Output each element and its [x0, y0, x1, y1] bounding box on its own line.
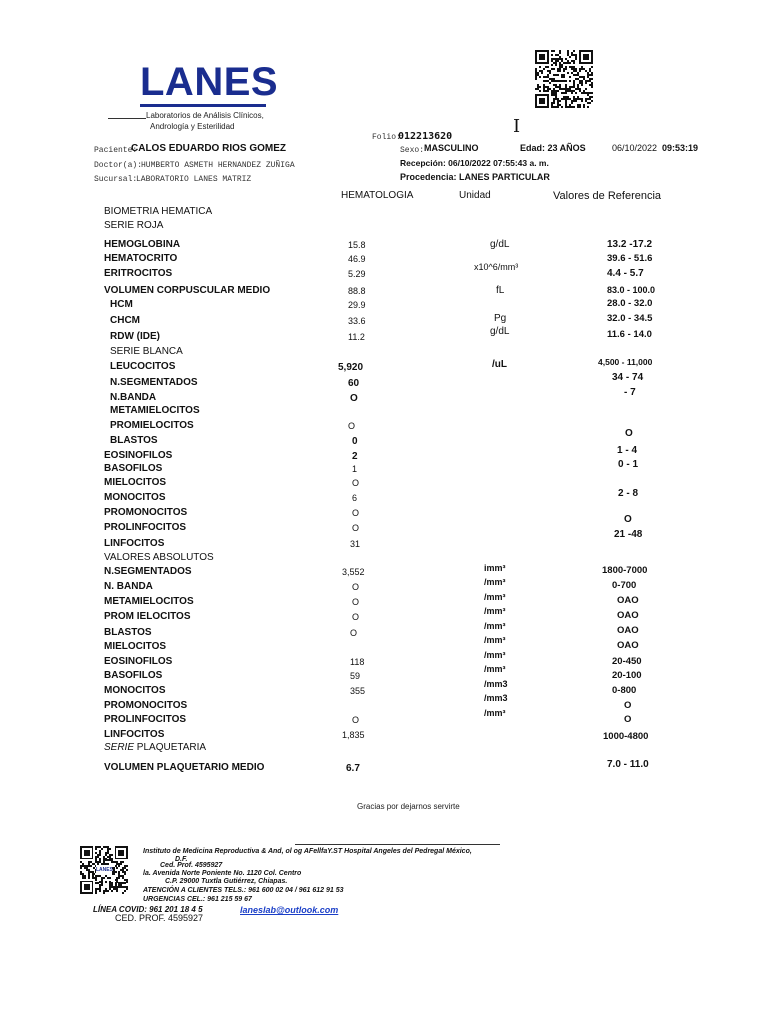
ref-basofilos: 0 - 1: [618, 459, 639, 470]
qr-module: [565, 92, 567, 94]
absolute-unit: /mm³: [484, 606, 506, 616]
test-value: 1,835: [342, 730, 365, 740]
test-value: 46.9: [348, 254, 366, 264]
qr-module: [115, 871, 117, 873]
unit-gdl: g/dL: [490, 239, 510, 250]
qr-module: [105, 881, 107, 883]
qr-finder: [539, 98, 545, 104]
patient-label: Paciente:: [94, 146, 138, 155]
absolute-reference: OAO: [617, 610, 639, 621]
qr-module: [573, 50, 575, 52]
qr-finder: [583, 54, 589, 60]
section-valores-absolutos: VALORES ABSOLUTOS: [104, 552, 214, 563]
test-name: BASOFILOS: [104, 463, 163, 474]
qr-module: [551, 64, 553, 66]
section-serie-plaquetaria: [104, 742, 206, 753]
qr-module: [557, 74, 559, 76]
absolute-unit: /mm3: [484, 679, 508, 689]
ref-eosinofilos: 1 - 4: [617, 445, 638, 456]
test-name: PROLINFOCITOS: [104, 522, 187, 533]
qr-module: [118, 865, 120, 867]
unit-fl: fL: [496, 285, 505, 296]
ref-blastos: O: [625, 428, 633, 439]
test-value: 59: [350, 671, 361, 681]
test-value: O: [352, 597, 360, 607]
qr-module: [573, 62, 575, 64]
footer-qr-code-icon: [80, 846, 128, 894]
section-biometria: BIOMETRIA HEMATICA: [104, 206, 213, 217]
test-name: N.SEGMENTADOS: [110, 377, 198, 388]
qr-module: [569, 76, 571, 78]
qr-module: [565, 68, 567, 70]
test-name: MIELOCITOS: [104, 641, 167, 652]
qr-module: [126, 881, 128, 883]
test-name: RDW (IDE): [110, 331, 160, 342]
qr-module: [126, 869, 128, 871]
qr-module: [585, 88, 587, 90]
ref-eritrocitos: 4.4 - 5.7: [607, 268, 644, 279]
tagline-line-2: Andrología y Esterilidad: [150, 122, 235, 131]
ref-monocitos: 2 - 8: [618, 488, 639, 499]
qr-module: [571, 92, 573, 94]
branch-name: LABORATORIO LANES MATRIZ: [136, 175, 252, 184]
qr-module: [559, 52, 561, 54]
qr-module: [549, 72, 551, 74]
qr-module: [569, 80, 571, 82]
qr-module: [571, 102, 573, 104]
test-value: O: [352, 715, 360, 725]
footer-covid: LÍNEA COVID: 961 201 18 4 5: [93, 905, 203, 914]
qr-module: [116, 890, 118, 892]
absolute-unit: /mm³: [484, 664, 506, 674]
test-name: PROMIELOCITOS: [110, 420, 194, 431]
qr-module: [535, 78, 537, 80]
qr-module: [591, 74, 593, 76]
qr-module: [561, 106, 563, 108]
test-value: 3,552: [342, 567, 365, 577]
test-value: 1: [352, 464, 358, 474]
ref-banda: - 7: [624, 387, 636, 398]
test-value: 2: [352, 451, 358, 462]
ref-leucocitos: 4,500 - 11,000: [598, 357, 653, 367]
footer-email-link[interactable]: laneslab@outlook.com: [240, 905, 339, 915]
qr-module: [122, 861, 124, 863]
qr-module: [539, 76, 541, 78]
qr-module: [591, 96, 593, 98]
qr-module: [579, 70, 581, 72]
qr-module: [90, 865, 92, 867]
qr-module: [101, 884, 103, 886]
qr-module: [553, 50, 555, 52]
test-name: N.SEGMENTADOS: [104, 566, 192, 577]
test-value: 6.7: [346, 763, 360, 774]
tagline-line-1: Laboratorios de Análisis Clínicos,: [146, 111, 264, 120]
absolute-reference: O: [624, 714, 632, 725]
absolute-reference: 1800-7000: [602, 565, 648, 576]
qr-module: [587, 106, 589, 108]
qr-module: [103, 892, 105, 894]
qr-finder: [84, 884, 90, 890]
qr-module: [591, 86, 593, 88]
age-value: Edad: 23 AÑOS: [520, 143, 586, 153]
qr-module: [573, 106, 575, 108]
absolute-unit: /mm³: [484, 577, 506, 587]
absolute-reference: O: [624, 700, 632, 711]
test-name: MONOCITOS: [104, 685, 166, 696]
test-value: 118: [350, 657, 365, 667]
qr-module: [539, 66, 541, 68]
ref-linfocitos: 21 -48: [614, 529, 643, 540]
column-hematologia: HEMATOLOGIA: [341, 190, 414, 201]
qr-module: [95, 848, 97, 850]
qr-module: [553, 68, 555, 70]
footer-ced-1: Ced. Prof. 4595927: [160, 862, 223, 869]
test-name: VOLUMEN CORPUSCULAR MEDIO: [104, 285, 271, 296]
folio-label: Folio:: [372, 133, 401, 142]
absolute-unit: /mm³: [484, 592, 506, 602]
branch-label: Sucursal:: [94, 175, 138, 184]
qr-module: [126, 865, 128, 867]
qr-module: [99, 854, 101, 856]
qr-module: [583, 106, 585, 108]
footer-ced-2: CED. PROF. 4595927: [115, 913, 204, 923]
test-value: O: [352, 612, 360, 622]
qr-module: [581, 100, 583, 102]
test-value: 6: [352, 493, 358, 503]
test-name: EOSINOFILOS: [104, 656, 173, 667]
qr-module: [122, 892, 124, 894]
test-name: N.BANDA: [110, 392, 157, 403]
absolute-unit: /mm3: [484, 693, 508, 703]
signature-line: [295, 844, 500, 845]
qr-module: [555, 64, 557, 66]
doctor-label: Doctor(a):: [94, 161, 143, 170]
qr-finder: [118, 850, 124, 856]
qr-module: [581, 84, 583, 86]
qr-module: [95, 892, 97, 894]
qr-module: [559, 70, 561, 72]
section-serie-blanca: SERIE BLANCA: [110, 346, 183, 357]
ref-rdw: 11.6 - 14.0: [607, 329, 652, 340]
test-name: METAMIELOCITOS: [104, 596, 194, 607]
qr-module: [589, 102, 591, 104]
absolute-reference: OAO: [617, 625, 639, 636]
qr-module: [80, 867, 82, 869]
test-name: EOSINOFILOS: [104, 450, 173, 461]
test-value: O: [348, 421, 356, 431]
sex-value: MASCULINO: [424, 143, 479, 153]
origin: Procedencia: LANES PARTICULAR: [400, 172, 550, 182]
test-value: O: [350, 628, 358, 638]
qr-module: [557, 106, 559, 108]
test-name: CHCM: [110, 315, 140, 326]
ref-segmentados: 34 - 74: [612, 372, 644, 383]
test-value: 5,920: [338, 362, 364, 373]
absolute-unit: /mm³: [484, 708, 506, 718]
test-value: 11.2: [348, 332, 365, 342]
absolute-unit: /mm³: [484, 635, 506, 645]
test-value: O: [352, 523, 360, 533]
test-value: 29.9: [348, 300, 366, 310]
qr-module: [565, 80, 567, 82]
test-value: 60: [348, 378, 360, 389]
test-name: BLASTOS: [104, 627, 152, 638]
test-value: 31: [350, 539, 361, 549]
test-name: PROMONOCITOS: [104, 700, 188, 711]
sex-label: Sexo:: [400, 146, 425, 155]
unit-pg: Pg: [494, 313, 507, 324]
test-name: LEUCOCITOS: [110, 361, 176, 372]
test-value: O: [352, 582, 360, 592]
test-name: HEMOGLOBINA: [104, 239, 181, 250]
absolute-unit: /mm³: [484, 650, 506, 660]
footer-phones: ATENCIÓN A CLIENTES TELS.: 961 600 02 04 / 961 612 91 53: [143, 887, 344, 894]
qr-module: [543, 68, 545, 70]
qr-module: [109, 848, 111, 850]
doctor-name: HUMBERTO ASMETH HERNANDEZ ZUÑIGA: [141, 161, 295, 170]
tagline-rule: [108, 118, 146, 119]
qr-finder: [84, 850, 90, 856]
absolute-unit: /mm³: [484, 621, 506, 631]
qr-module: [585, 82, 587, 84]
absolute-reference: 1000-4800: [603, 731, 649, 742]
plaquetaria-text: PLAQUETARIA: [136, 742, 207, 753]
qr-module: [111, 854, 113, 856]
qr-module: [84, 877, 86, 879]
absolute-reference: 0-700: [612, 580, 637, 591]
test-value: 0: [352, 436, 358, 447]
ref-hcm: 28.0 - 32.0: [607, 298, 653, 309]
column-referencia: Valores de Referencia: [553, 190, 662, 202]
test-name: METAMIELOCITOS: [110, 405, 200, 416]
qr-module: [118, 877, 120, 879]
qr-module: [579, 106, 581, 108]
test-value: 15.8: [348, 240, 366, 250]
qr-module: [563, 70, 565, 72]
qr-module: [124, 873, 126, 875]
qr-module: [591, 78, 593, 80]
thanks-message: Gracias por dejarnos servirte: [357, 802, 460, 811]
qr-module: [124, 890, 126, 892]
serie-italic: SERIE: [104, 742, 135, 753]
test-value: 5.29: [348, 269, 366, 279]
qr-module: [124, 882, 126, 884]
test-value: O: [352, 508, 360, 518]
qr-module: [109, 877, 111, 879]
qr-module: [99, 890, 101, 892]
qr-module: [591, 100, 593, 102]
test-value: O: [350, 393, 358, 404]
test-name: ERITROCITOS: [104, 268, 173, 279]
absolute-reference: 20-100: [612, 670, 642, 681]
qr-code-icon: [535, 50, 593, 112]
qr-module: [547, 66, 549, 68]
footer-df: D.F.: [175, 856, 188, 863]
text-cursor-icon: I: [513, 116, 521, 137]
ref-hematocrito: 39.6 - 51.6: [607, 253, 653, 264]
qr-module: [553, 102, 555, 104]
qr-module: [549, 82, 551, 84]
qr-module: [107, 890, 109, 892]
qr-module: [569, 56, 571, 58]
test-name: HEMATOCRITO: [104, 253, 178, 264]
test-value: O: [352, 478, 360, 488]
report-time: 09:53:19: [662, 143, 699, 153]
qr-module: [575, 58, 577, 60]
qr-module: [591, 66, 593, 68]
logo-underline: [140, 104, 266, 107]
qr-module: [120, 863, 122, 865]
qr-module: [541, 72, 543, 74]
ref-prolinfocitos: O: [624, 514, 632, 525]
qr-module: [103, 877, 105, 879]
test-name: PROMONOCITOS: [104, 507, 188, 518]
ref-hemoglobina: 13.2 -17.2: [607, 239, 653, 250]
test-name: BASOFILOS: [104, 670, 163, 681]
test-name: MONOCITOS: [104, 492, 166, 503]
test-name: MIELOCITOS: [104, 477, 167, 488]
reception-datetime: Recepción: 06/10/2022 07:55:43 a. m.: [400, 158, 549, 168]
absolute-reference: OAO: [617, 595, 639, 606]
qr-module: [95, 879, 97, 881]
qr-module: [116, 867, 118, 869]
qr-module: [551, 54, 553, 56]
absolute-unit: imm³: [484, 563, 506, 573]
qr-module: [126, 888, 128, 890]
qr-module: [569, 62, 571, 64]
lanes-logo: LANES: [140, 60, 279, 104]
test-name: HCM: [110, 299, 133, 310]
qr-module: [559, 100, 561, 102]
test-value: 33.6: [348, 316, 366, 326]
unit-ul: /uL: [492, 359, 507, 370]
ref-chcm: 32.0 - 34.5: [607, 313, 653, 324]
footer-qr-logo: LANES: [96, 867, 113, 873]
test-value: 355: [350, 686, 366, 696]
absolute-reference: 20-450: [612, 656, 642, 667]
column-unidad: Unidad: [459, 190, 491, 201]
absolute-reference: OAO: [617, 640, 639, 651]
test-name: VOLUMEN PLAQUETARIO MEDIO: [104, 762, 265, 773]
unit-gdl-2: g/dL: [490, 326, 510, 337]
test-name: PROM IELOCITOS: [104, 611, 191, 622]
qr-module: [539, 90, 541, 92]
test-name: LINFOCITOS: [104, 538, 165, 549]
patient-name: CALOS EDUARDO RIOS GOMEZ: [131, 143, 287, 154]
footer-institute: Instituto de Medicina Reproductiva & And, ol og AFellfaY.ST Hospital Angeles del Pedregal México,: [143, 848, 472, 855]
qr-module: [547, 90, 549, 92]
qr-module: [113, 873, 115, 875]
unit-x10: x10^6/mm³: [474, 262, 519, 272]
test-name: PROLINFOCITOS: [104, 714, 187, 725]
folio-number: 012213620: [398, 131, 453, 142]
qr-module: [567, 72, 569, 74]
test-name: N. BANDA: [104, 581, 153, 592]
qr-module: [575, 92, 577, 94]
qr-module: [563, 76, 565, 78]
qr-module: [591, 92, 593, 94]
qr-module: [101, 848, 103, 850]
absolute-reference: 0-800: [612, 685, 637, 696]
qr-finder: [539, 54, 545, 60]
qr-module: [575, 100, 577, 102]
ref-vcm: 83.0 - 100.0: [607, 285, 656, 295]
qr-module: [539, 86, 541, 88]
test-value: 88.8: [348, 286, 366, 296]
section-serie-roja: SERIE ROJA: [104, 220, 164, 231]
test-name: BLASTOS: [110, 435, 158, 446]
ref-vpm: 7.0 - 11.0: [607, 759, 649, 770]
report-date: 06/10/2022: [612, 143, 658, 153]
qr-module: [557, 90, 559, 92]
test-name: LINFOCITOS: [104, 729, 165, 740]
qr-module: [88, 877, 90, 879]
footer-city: C.P. 29000 Tuxtla Gutiérrez, Chiapas.: [165, 878, 288, 885]
footer-urgencias: URGENCIAS CEL.: 961 215 59 67: [143, 896, 252, 903]
footer-address: la. Avenida Norte Poniente No. 1120 Col. Centro: [143, 870, 302, 877]
qr-module: [111, 890, 113, 892]
